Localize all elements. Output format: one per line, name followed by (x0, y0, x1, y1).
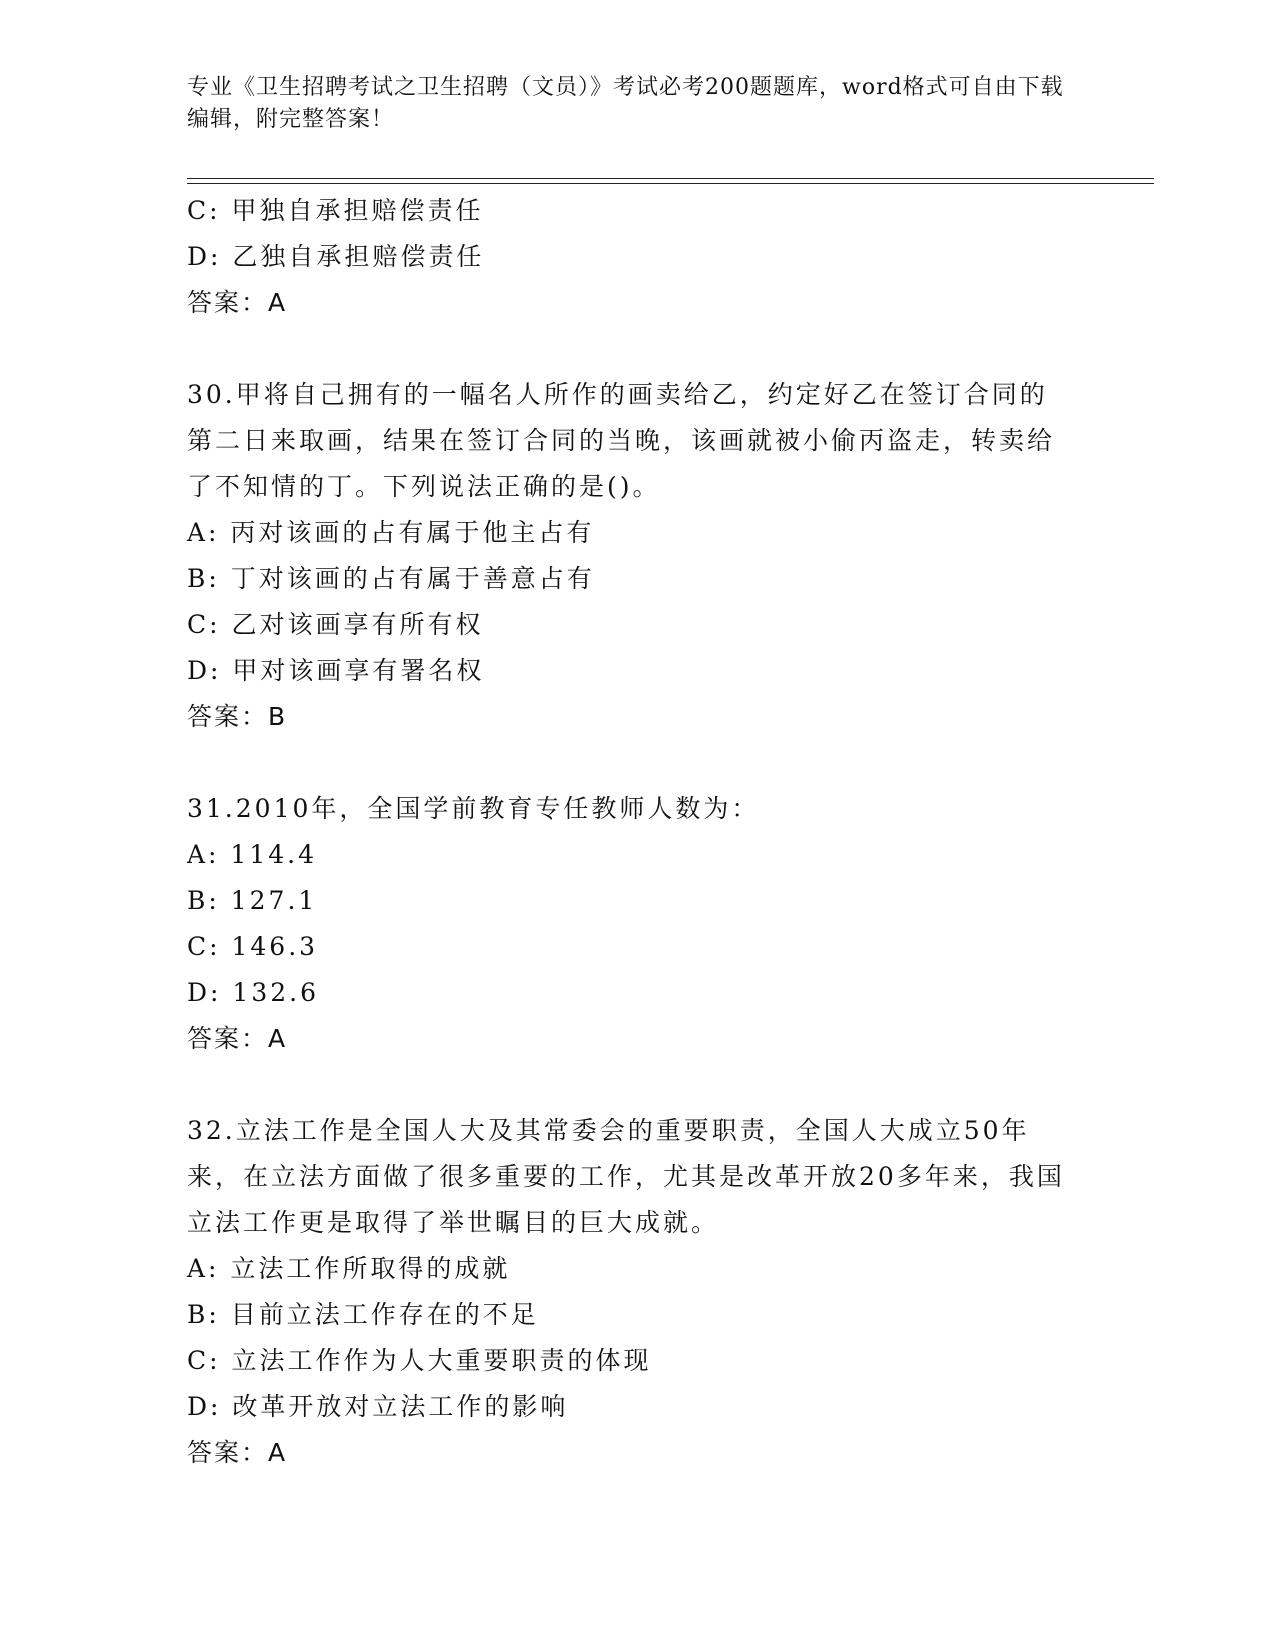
answer: 答案：A (187, 1024, 288, 1053)
question-31-stem: 31.2010年，全国学前教育专任教师人数为： (187, 794, 760, 823)
document-header: 专业《卫生招聘考试之卫生招聘（文员）》考试必考200题题库，word格式可自由下载编辑，附完整答案！ (187, 75, 1064, 132)
answer: 答案：A (187, 1438, 288, 1467)
option-b: B: 目前立法工作存在的不足 (187, 1300, 539, 1329)
option-d: D: 乙独自承担赔偿责任 (187, 242, 485, 271)
question-list (187, 188, 1087, 1476)
header-rule-bottom (187, 183, 1154, 184)
option-a: A: 丙对该画的占有属于他主占有 (187, 518, 595, 547)
answer: 答案：A (187, 288, 288, 317)
option-c: C: 立法工作作为人大重要职责的体现 (187, 1346, 652, 1375)
option-d: D: 甲对该画享有署名权 (187, 656, 485, 685)
option-b: B: 127.1 (187, 886, 318, 915)
option-d: D: 改革开放对立法工作的影响 (187, 1392, 569, 1421)
option-d: D: 132.6 (187, 978, 319, 1007)
option-a: A: 立法工作所取得的成就 (187, 1254, 511, 1283)
option-a: A: 114.4 (187, 840, 317, 869)
option-c: C: 甲独自承担赔偿责任 (187, 196, 484, 225)
option-b: B: 丁对该画的占有属于善意占有 (187, 564, 595, 593)
option-c: C: 146.3 (187, 932, 319, 961)
question-32-stem: 32.立法工作是全国人大及其常委会的重要职责，全国人大成立50年来，在立法方面做了很多重要的工作，尤其是改革开放20多年来，我国立法工作更是取得了举世瞩目的巨大成就。 (187, 1116, 1065, 1237)
question-30-stem: 30.甲将自己拥有的一幅名人所作的画卖给乙，约定好乙在签订合同的第二日来取画，结果在签订合同的当晚，该画就被小偷丙盗走，转卖给了不知情的丁。下列说法正确的是()。 (187, 380, 1056, 501)
answer: 答案：B (187, 702, 288, 731)
header-rule-top (187, 178, 1154, 179)
option-c: C: 乙对该画享有所有权 (187, 610, 484, 639)
